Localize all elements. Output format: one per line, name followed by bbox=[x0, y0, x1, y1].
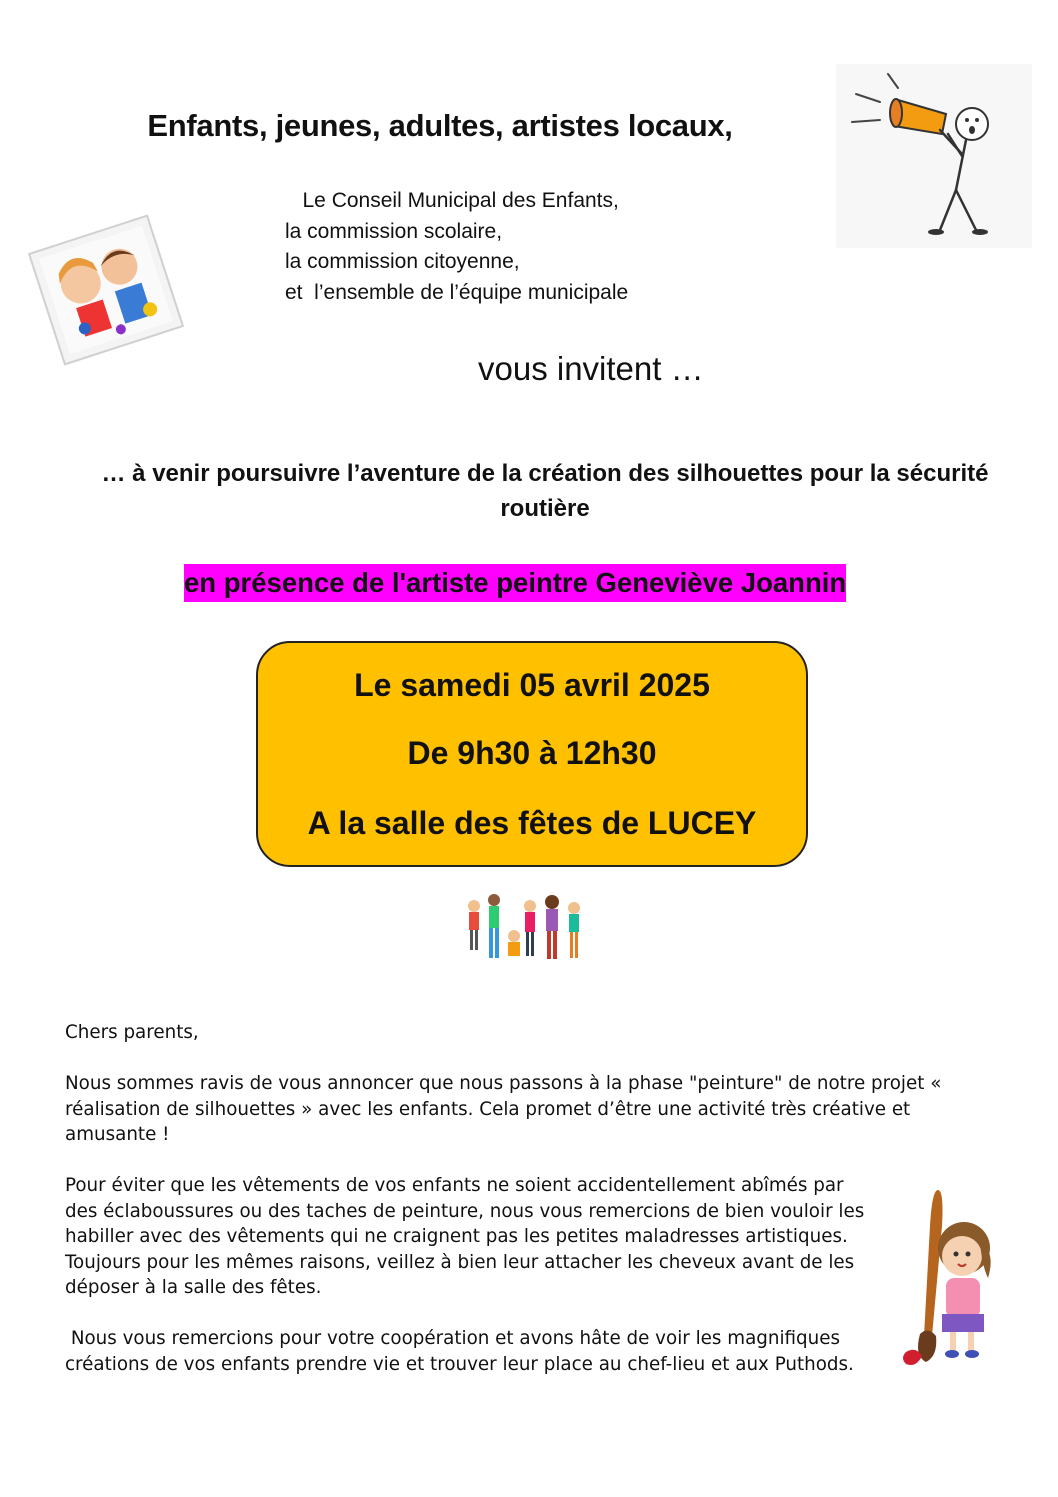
artist-highlight: en présence de l'artiste peintre Geneviève Joannin bbox=[184, 564, 846, 602]
children-group-illustration bbox=[462, 892, 592, 968]
inviter-line: la commission citoyenne, bbox=[285, 250, 520, 273]
event-place: A la salle des fêtes de LUCEY bbox=[307, 805, 757, 841]
event-date: Le samedi 05 avril 2025 bbox=[354, 667, 710, 703]
children-painting-illustration bbox=[22, 210, 190, 370]
inviter-line: et l’ensemble de l’équipe municipale bbox=[285, 280, 629, 304]
purpose-text: … à venir poursuivre l’aventure de la création des silhouettes pour la sécurité routière bbox=[101, 460, 989, 522]
letter-paragraph-2: Pour éviter que les vêtements de vos enfants ne soient accidentellement abîmés par des éclaboussures ou des taches de peinture, nous vous remercions de bien vouloir les habiller avec des vêtements qui ne craignent pas les petites maladresses artistiques. Toujours pour les mêmes raisons, veillez à bien leur attacher les cheveux avant de les déposer à la salle des fêtes. bbox=[65, 1175, 865, 1298]
letter bbox=[65, 1020, 975, 1403]
invitation-text: vous invitent … bbox=[478, 350, 704, 387]
inviters-list bbox=[285, 186, 628, 308]
letter-greeting: Chers parents, bbox=[65, 1022, 199, 1043]
letter-paragraph-3: Nous vous remercions pour votre coopération et avons hâte de voir les magnifiques créations de vos enfants prendre vie et trouver leur place au chef-lieu et aux Puthods. bbox=[65, 1328, 854, 1375]
event-time: De 9h30 à 12h30 bbox=[407, 735, 657, 771]
girl-paintbrush-illustration bbox=[872, 1186, 1002, 1376]
event-box bbox=[256, 641, 808, 867]
inviter-line: Le Conseil Municipal des Enfants, bbox=[285, 189, 619, 212]
inviter-line: la commission scolaire, bbox=[285, 219, 503, 243]
headline: Enfants, jeunes, adultes, artistes locaux, bbox=[147, 108, 733, 143]
megaphone-figure-illustration bbox=[836, 64, 1032, 248]
letter-paragraph-1: Nous sommes ravis de vous annoncer que nous passons à la phase "peinture" de notre projet « réalisation de silhouettes » avec les enfants. Cela promet d’être une activité très créative et amusante ! bbox=[65, 1073, 942, 1145]
